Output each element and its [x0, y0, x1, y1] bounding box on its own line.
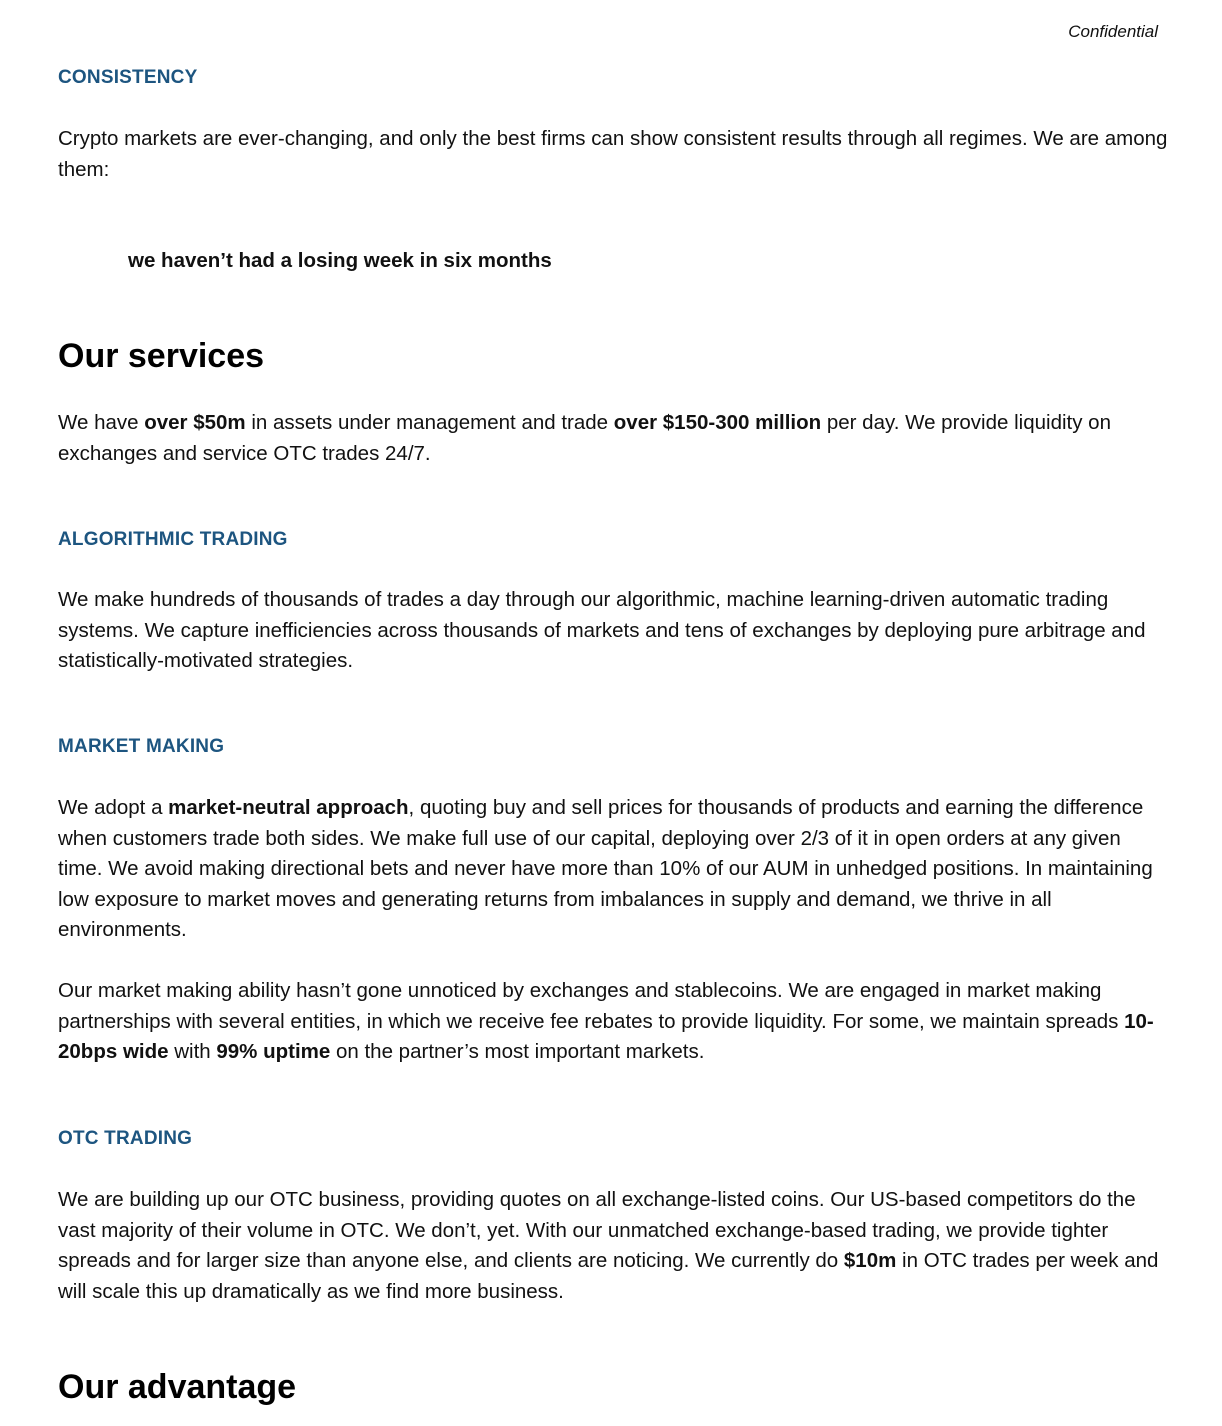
algorithmic-trading-paragraph: We make hundreds of thousands of trades a day through our algorithmic, machine learning-driven automatic trading systems. We capture inefficiencies across thousands of markets and tens of exchanges by deploying pure arbitrage and statistically-motivated strategies. — [58, 588, 1146, 673]
services-paragraph: We have over $50m in assets under management and trade over $150-300 million per day. We provide liquidity on exchanges and service OTC trades 24/7. — [58, 411, 1111, 465]
market-making-paragraph-1: We adopt a market-neutral approach, quoting buy and sell prices for thousands of products and earning the difference when customers trade both sides. We make full use of our capital, deploying over 2/3 of it in open orders at any given time. We avoid making directional bets and never have more than 10% of our AUM in unhedged positions. In maintaining low exposure to market moves and generating returns from imbalances in supply and demand, we thrive in all environments. — [58, 796, 1153, 942]
consistency-heading: CONSISTENCY — [58, 67, 198, 88]
services-heading: Our services — [58, 337, 265, 375]
confidential-label: Confidential — [1068, 22, 1158, 41]
uptime-figure: 99% uptime — [216, 1040, 331, 1064]
otc-trading-heading: OTC TRADING — [58, 1128, 193, 1149]
otc-volume-figure: $10m — [843, 1249, 897, 1273]
market-neutral-phrase: market-neutral approach — [168, 796, 409, 819]
consistency-paragraph: Crypto markets are ever-changing, and only the best firms can show consistent results through all regimes. We are among them: — [58, 127, 1168, 181]
algorithmic-trading-heading: ALGORITHMIC TRADING — [58, 529, 288, 550]
market-making-paragraph-2: Our market making ability hasn’t gone unnoticed by exchanges and stablecoins. We are engaged in market making partnerships with several entities, in which we receive fee rebates to provide liquidity. For some, we maintain spreads 10-20bps wide with 99% uptime on the partner’s most important markets. — [58, 979, 1154, 1064]
consistency-callout: we haven’t had a losing week in six months — [128, 249, 552, 272]
spread-width-figure: 10-20bps wide — [58, 1009, 1154, 1064]
otc-trading-paragraph: We are building up our OTC business, providing quotes on all exchange-listed coins. Our US-based competitors do the vast majority of their volume in OTC. We don’t, yet. With our unmatched exchange-based trading, we provide tighter spreads and for larger size than anyone else, and clients are noticing. We currently do $10m in OTC trades per week and will scale this up dramatically as we find more business. — [58, 1188, 1159, 1303]
market-making-heading: MARKET MAKING — [58, 736, 225, 757]
daily-volume-figure: over $150-300 million — [613, 411, 822, 434]
advantage-heading: Our advantage — [58, 1368, 297, 1406]
aum-figure: over $50m — [144, 411, 246, 434]
